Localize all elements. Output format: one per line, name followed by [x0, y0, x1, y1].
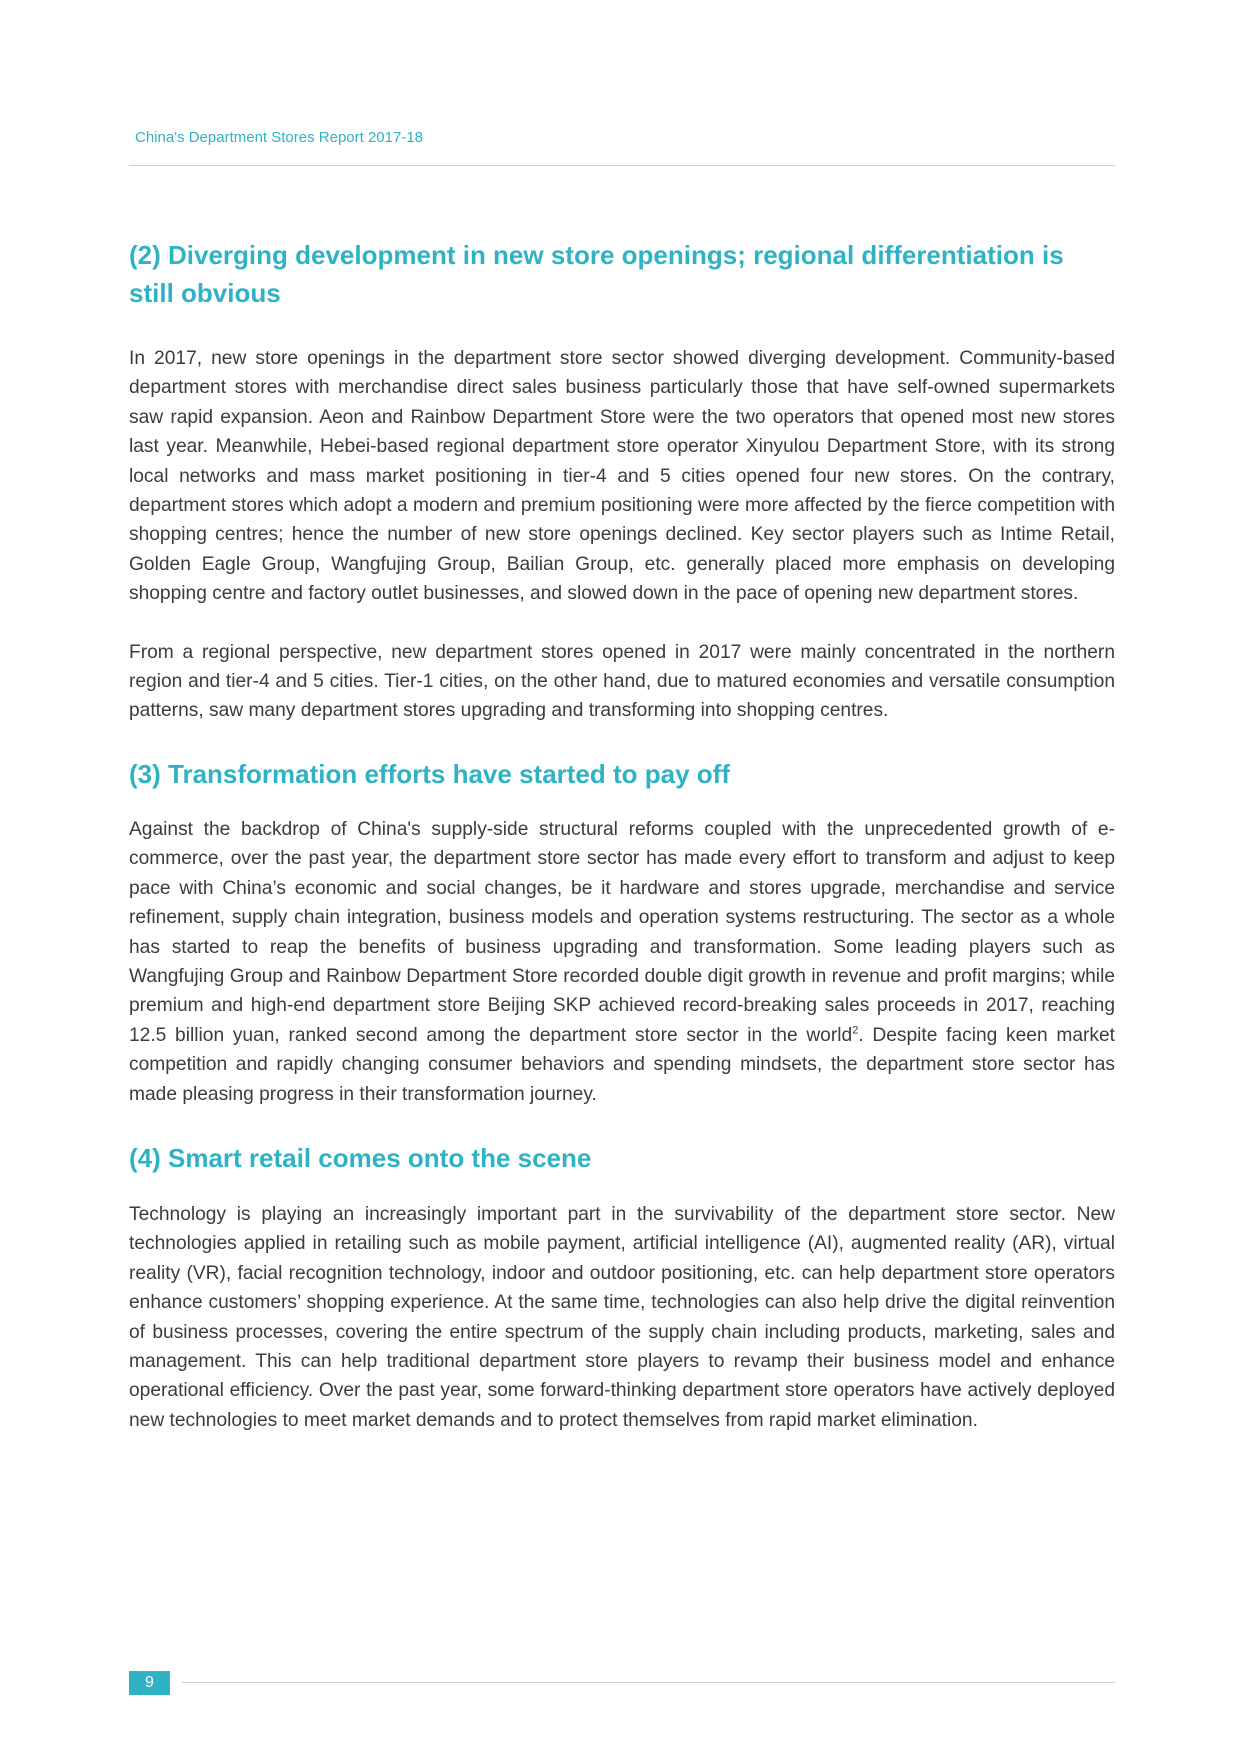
- section-heading-smart-retail: (4) Smart retail comes onto the scene: [129, 1142, 592, 1173]
- page-number-badge: 9: [129, 1671, 170, 1695]
- paragraph-regional-perspective: From a regional perspective, new department stores opened in 2017 were mainly concentrated in the northern region and tier-4 and 5 cities. Tier-1 cities, on the other hand, due to matured economies and versatile consumption patterns, saw many department stores upgrading and transforming into shopping centres.: [129, 641, 1115, 722]
- footnote-marker: 2: [852, 1024, 859, 1037]
- paragraph-transformation-text: Against the backdrop of China's supply-side structural reforms coupled with the unprecedented growth of e-commerce, over the past year, the department store sector has made every effort to transform and adjust to keep pace with China’s economic and social changes, be it hardware and stores upgrade, merchandise and service refinement, supply chain integration, business models and operation systems restructuring. The sector as a whole has started to reap the benefits of business upgrading and transformation. Some leading players such as Wangfujing Group and Rainbow Department Store recorded double digit growth in revenue and profit margins; while premium and high-end department store Beijing SKP achieved record-breaking sales proceeds in 2017, reaching 12.5 billion yuan, ranked second among the department store sector in the world: [129, 818, 1115, 1046]
- paragraph-transformation-text-cont: . Despite facing keen market competition and rapidly changing consumer behaviors and spending mindsets, the department store sector has made pleasing progress in their transformation journey.: [129, 1024, 1115, 1105]
- section-heading-transformation: (3) Transformation efforts have started to pay off: [129, 758, 730, 789]
- footer-divider: [182, 1682, 1115, 1683]
- paragraph-store-openings: In 2017, new store openings in the department store sector showed diverging development. Community-based department stores with merchandise direct sales business particularly those that have self-owned supermarkets saw rapid expansion. Aeon and Rainbow Department Store were the two operators that opened most new stores last year. Meanwhile, Hebei-based regional department store operator Xinyulou Department Store, with its strong local networks and mass market positioning in tier-4 and 5 cities opened four new stores. On the contrary, department stores which adopt a modern and premium positioning were more affected by the fierce competition with shopping centres; hence the number of new store openings declined. Key sector players such as Intime Retail, Golden Eagle Group, Wangfujing Group, Bailian Group, etc. generally placed more emphasis on developing shopping centre and factory outlet businesses, and slowed down in the pace of opening new department stores.: [129, 348, 1115, 605]
- header-divider: [129, 165, 1115, 166]
- section-heading-new-store-openings: (2) Diverging development in new store openings; regional differentiation is still obvious: [129, 240, 1064, 308]
- running-header-title: China's Department Stores Report 2017-18: [135, 129, 424, 146]
- paragraph-smart-retail: Technology is playing an increasingly important part in the survivability of the department store sector. New technologies applied in retailing such as mobile payment, artificial intelligence (AI), augmented reality (AR), virtual reality (VR), facial recognition technology, indoor and outdoor positioning, etc. can help department store operators enhance customers’ shopping experience. At the same time, technologies can also help drive the digital reinvention of business processes, covering the entire spectrum of the supply chain including products, marketing, sales and management. This can help traditional department store players to revamp their business model and enhance operational efficiency. Over the past year, some forward-thinking department store operators have actively deployed new technologies to meet market demands and to protect themselves from rapid market elimination.: [129, 1203, 1115, 1431]
- paragraph-transformation: [129, 815, 1115, 1109]
- page-body: [129, 236, 1115, 1435]
